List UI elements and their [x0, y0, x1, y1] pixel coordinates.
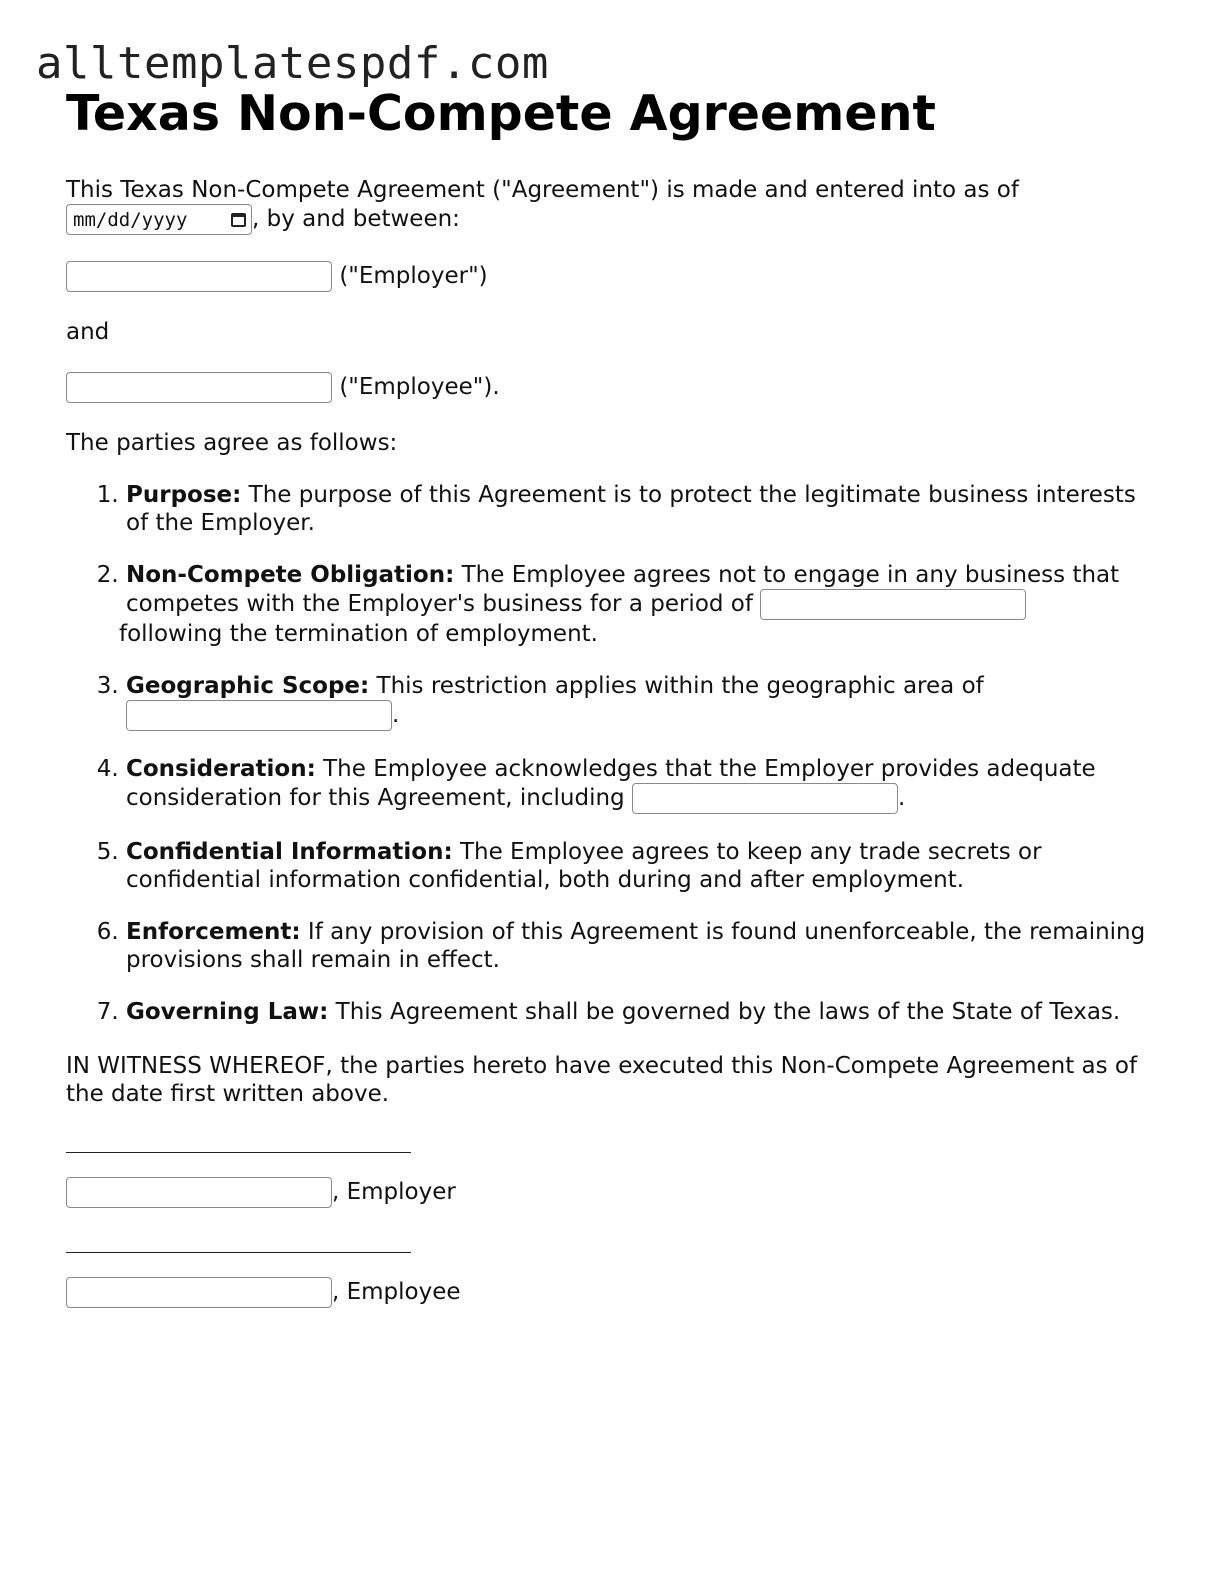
clause-term: Non-Compete Obligation: — [126, 562, 455, 588]
clause-term: Governing Law: — [126, 999, 329, 1025]
geographic-area-input[interactable] — [126, 700, 392, 731]
clause-confidential-information — [126, 838, 1156, 894]
clause-list — [66, 481, 1156, 1026]
clause-text: The Employee acknowledges that the Employer provides adequate consideration for this Agreement, including — [126, 756, 1096, 811]
clause-text: This Agreement shall be governed by the laws of the State of Texas. — [328, 999, 1121, 1025]
intro-text: This Texas Non-Compete Agreement ("Agreement") is made and entered into as of — [66, 177, 1019, 203]
employee-signature-row — [66, 1277, 1156, 1308]
employer-signature-row — [66, 1177, 1156, 1208]
employer-signer-input[interactable] — [66, 1177, 332, 1208]
employer-signature-line — [66, 1152, 411, 1153]
agree-text: The parties agree as follows: — [66, 430, 398, 456]
clause-text: The Employee agrees to keep any trade secrets or confidential information confidential, both during and after employment. — [126, 839, 1042, 893]
employee-signer-input[interactable] — [66, 1277, 332, 1308]
clause-text: The purpose of this Agreement is to protect the legitimate business interests of the Employer. — [126, 482, 1136, 536]
clause-term: Enforcement: — [126, 919, 301, 945]
non-compete-period-input[interactable] — [760, 589, 1026, 620]
clause-governing-law — [126, 998, 1156, 1026]
employer-name-input[interactable] — [66, 261, 332, 292]
intro-paragraph — [66, 176, 1156, 235]
witness-paragraph: IN WITNESS WHEREOF, the parties hereto have executed this Non-Compete Agreement as of the date first written above. — [66, 1053, 1138, 1107]
clause-text: If any provision of this Agreement is found unenforceable, the remaining provisions shall remain in effect. — [126, 919, 1146, 973]
clause-term: Purpose: — [126, 482, 242, 508]
employer-label: ("Employer") — [339, 263, 488, 289]
agreement-document — [66, 84, 1156, 1308]
clause-text-after: . — [392, 702, 400, 728]
clause-geographic-scope — [126, 672, 1156, 731]
intro-after-date: , by and between: — [252, 206, 460, 232]
clause-text: The Employee agrees not to engage in any business that competes with the Employer's business for a period of — [126, 562, 1120, 617]
clause-enforcement — [126, 918, 1156, 974]
employee-signature-label: , Employee — [332, 1279, 461, 1305]
page-title: Texas Non-Compete Agreement — [66, 85, 936, 142]
clause-text-after: following the termination of employment. — [119, 621, 598, 647]
clause-non-compete — [119, 561, 1156, 648]
and-text: and — [66, 319, 110, 345]
clause-term: Geographic Scope: — [126, 673, 370, 699]
employee-label: ("Employee"). — [339, 374, 500, 400]
clause-consideration — [126, 755, 1156, 814]
clause-text: This restriction applies within the geographic area of — [369, 673, 984, 699]
consideration-input[interactable] — [632, 783, 898, 814]
employee-signature-line — [66, 1252, 411, 1253]
clause-term: Confidential Information: — [126, 839, 453, 865]
employee-line — [66, 372, 1156, 403]
site-watermark: alltemplatespdf.com — [36, 38, 549, 89]
clause-purpose — [126, 481, 1156, 537]
employer-signature-label: , Employer — [332, 1179, 456, 1205]
date-placeholder: mm/dd/yyyy — [73, 208, 188, 231]
agreement-date-input[interactable] — [66, 204, 252, 235]
employee-name-input[interactable] — [66, 372, 332, 403]
clause-text-after: . — [897, 785, 906, 811]
calendar-icon[interactable] — [231, 213, 246, 227]
employer-line — [66, 261, 1156, 292]
clause-term: Consideration: — [126, 756, 316, 782]
